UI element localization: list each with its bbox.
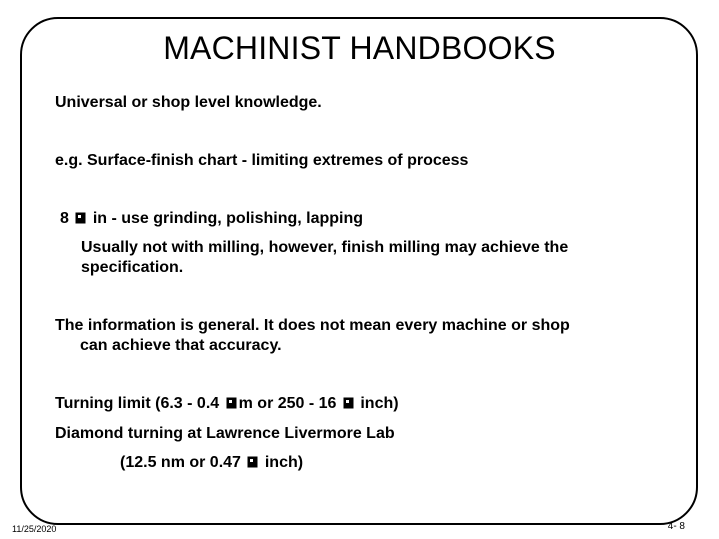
turning-limit-part3: inch) <box>360 395 399 412</box>
micro-symbol-icon <box>226 397 237 409</box>
grinding-text: in - use grinding, polishing, lapping <box>92 210 364 227</box>
diamond-values-part1: (12.5 nm or 0.47 <box>120 454 241 471</box>
line-specification: specification. <box>81 259 184 276</box>
micro-symbol-icon <box>343 397 354 409</box>
micro-symbol-icon <box>75 212 86 224</box>
micro-symbol-icon <box>247 456 258 468</box>
bullet-grinding <box>60 209 363 229</box>
footer-date: 11/25/2020 <box>12 524 57 534</box>
grinding-value: 8 <box>60 210 69 227</box>
footer-page-number: 4- 8 <box>667 521 685 532</box>
line-diamond-values <box>120 453 303 473</box>
line-info-general: The information is general. It does not mean every machine or shop <box>55 317 570 334</box>
line-diamond-turning: Diamond turning at Lawrence Livermore Lab <box>55 425 395 442</box>
turning-limit-part1: Turning limit (6.3 - 0.4 <box>55 395 220 412</box>
turning-limit-part2: m or 250 - 16 <box>238 395 337 412</box>
slide-title: MACHINIST HANDBOOKS <box>163 30 556 66</box>
line-accuracy: can achieve that accuracy. <box>80 337 282 354</box>
diamond-values-part2: inch) <box>264 454 304 471</box>
line-milling: Usually not with milling, however, finish milling may achieve the <box>81 239 569 256</box>
line-turning-limit <box>55 394 399 414</box>
bullet-surface-finish-chart: e.g. Surface-finish chart - limiting extremes of process <box>55 152 469 169</box>
bullet-universal-knowledge: Universal or shop level knowledge. <box>55 94 322 111</box>
